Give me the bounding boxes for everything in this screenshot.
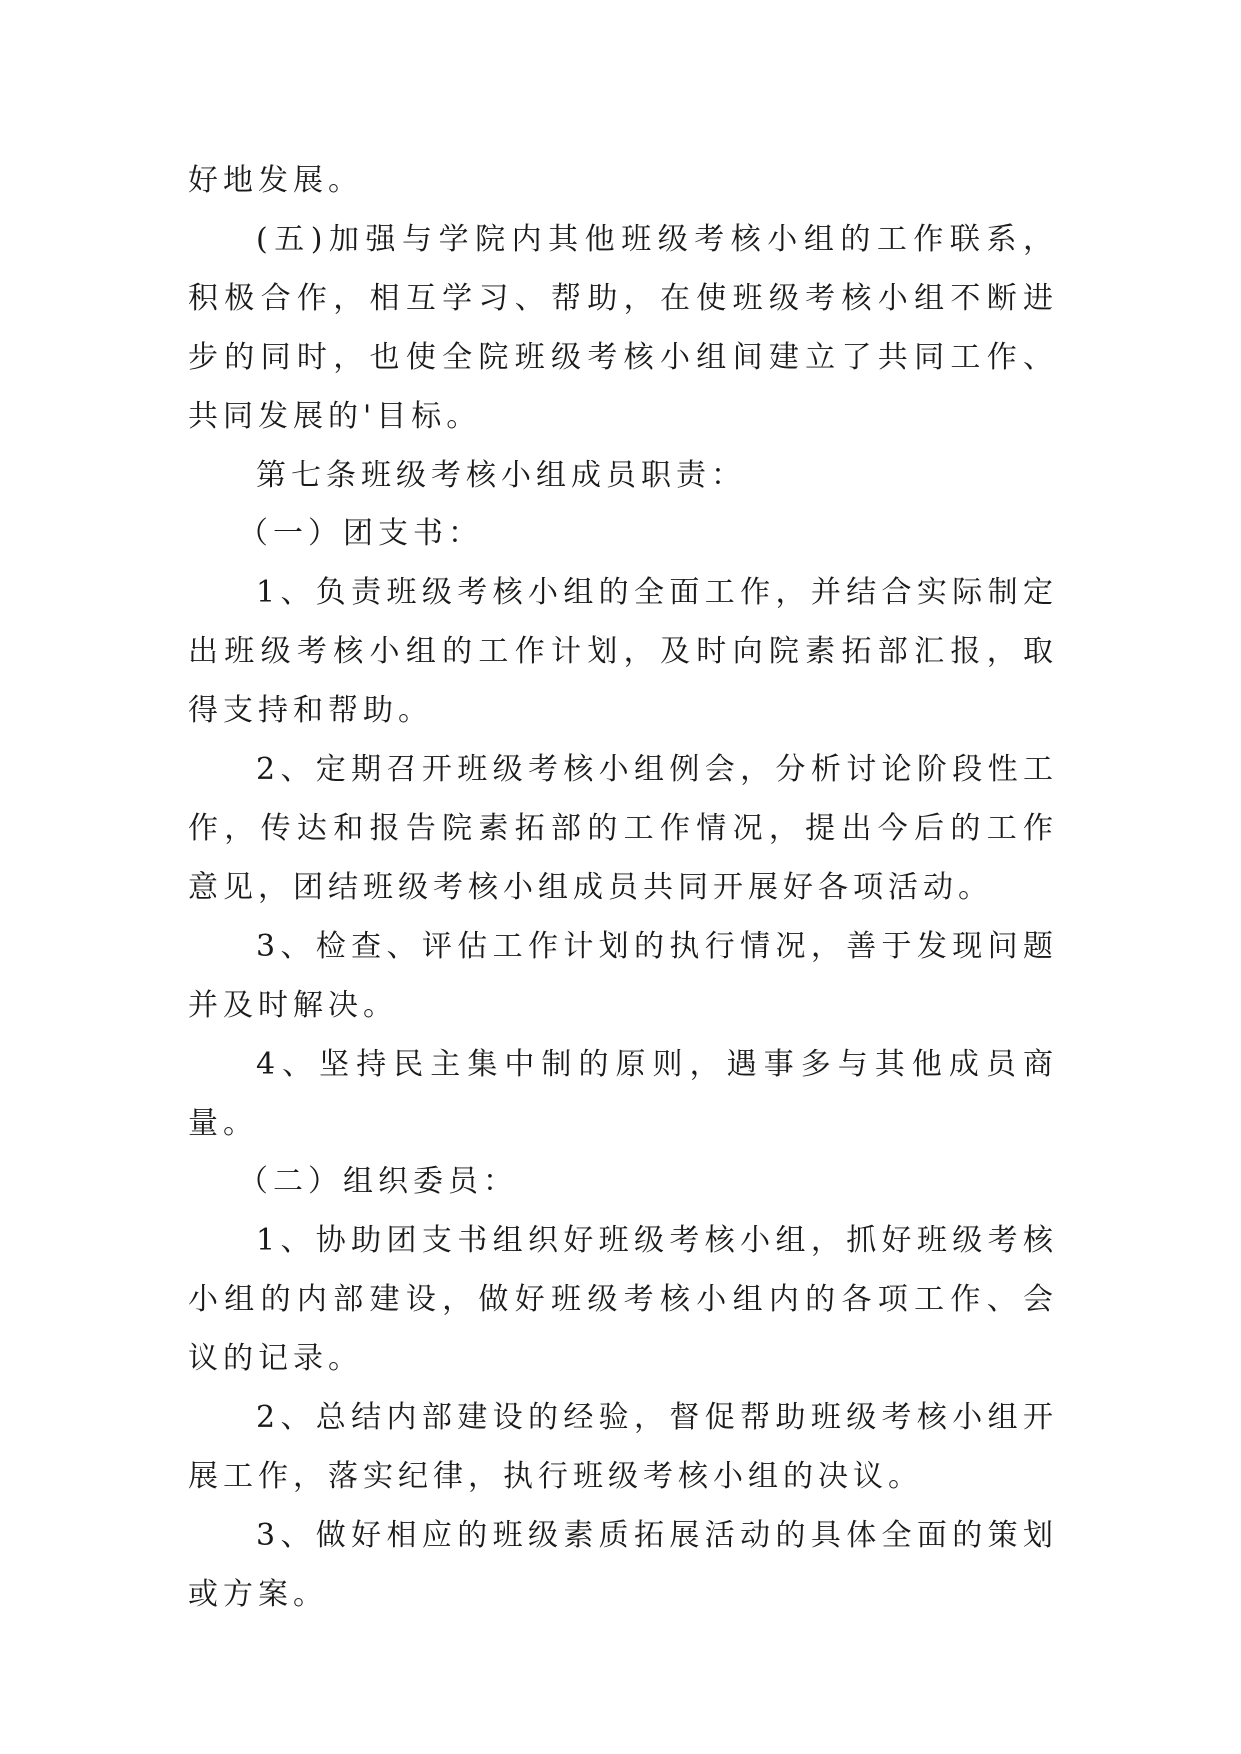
secretary-duty-2: 2、定期召开班级考核小组例会，分析讨论阶段性工作，传达和报告院素拓部的工作情况，提出今后的工作意见，团结班级考核小组成员共同开展好各项活动。 — [188, 752, 1058, 905]
paragraph-continuation: 好地发展。 — [188, 163, 363, 198]
paragraph-item-5: (五)加强与学院内其他班级考核小组的工作联系，积极合作，相互学习、帮助，在使班级考核小组不断进步的同时，也使全院班级考核小组间建立了共同工作、共同发展的'目标。 — [188, 221, 1058, 434]
secretary-duty-4: 4、坚持民主集中制的原则，遇事多与其他成员商量。 — [188, 1046, 1058, 1141]
organization-duty-2: 2、总结内部建设的经验，督促帮助班级考核小组开展工作，落实纪律，执行班级考核小组的决议。 — [188, 1400, 1058, 1494]
section-league-secretary-heading: （一）团支书： — [238, 516, 483, 552]
article-7-heading: 第七条班级考核小组成员职责： — [256, 457, 746, 493]
secretary-duty-1: 1、负责班级考核小组的全面工作，并结合实际制定出班级考核小组的工作计划，及时向院素拓部汇报，取得支持和帮助。 — [188, 575, 1058, 729]
organization-duty-1: 1、协助团支书组织好班级考核小组，抓好班级考核小组的内部建设，做好班级考核小组内的各项工作、会议的记录。 — [188, 1223, 1058, 1377]
document-body — [188, 152, 1058, 1625]
secretary-duty-3: 3、检查、评估工作计划的执行情况，善于发现问题并及时解决。 — [188, 928, 1058, 1023]
organization-duty-3: 3、做好相应的班级素质拓展活动的具体全面的策划或方案。 — [188, 1517, 1058, 1612]
section-organization-member-heading: （二）组织委员： — [238, 1164, 518, 1200]
